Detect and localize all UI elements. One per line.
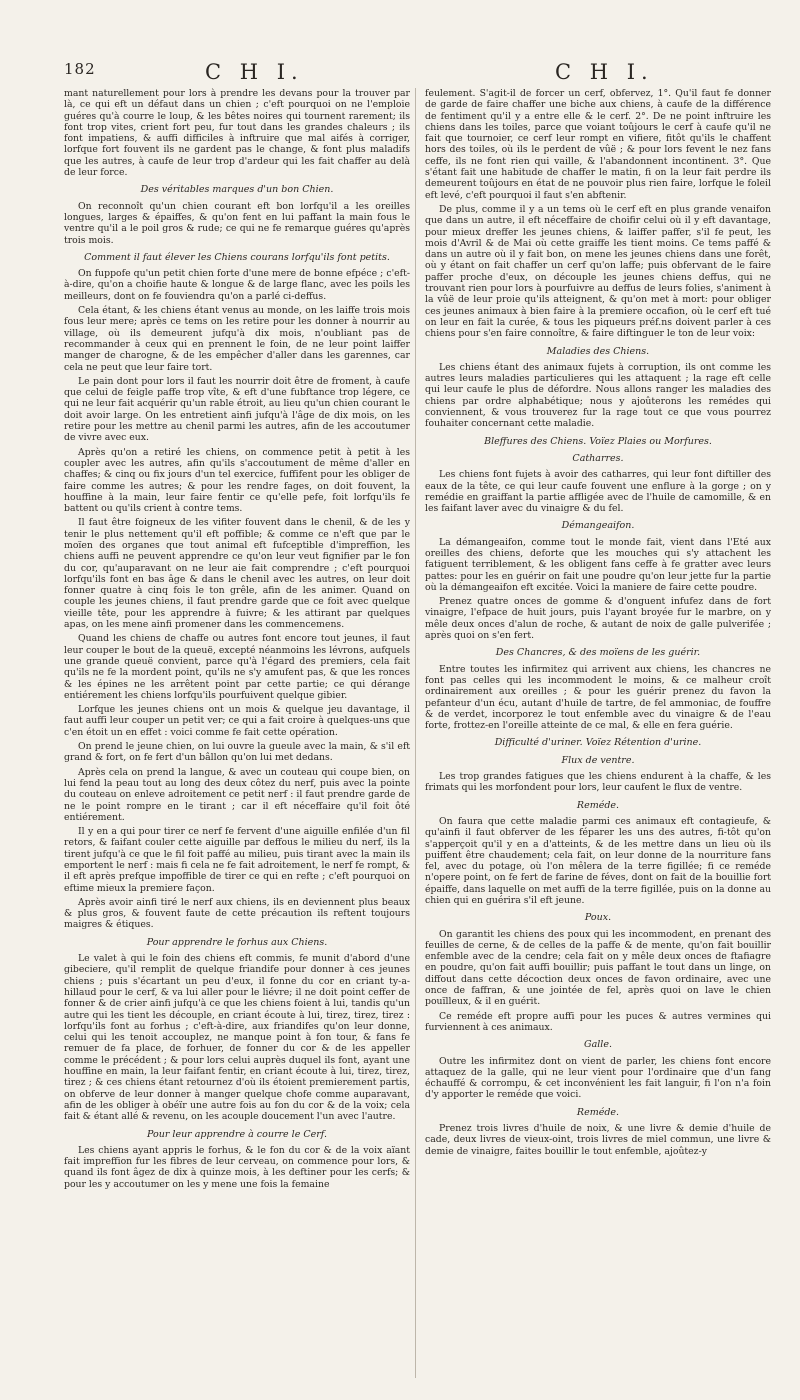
running-head-right: C H I. — [555, 60, 654, 84]
section-heading: Des Chancres, & des moïens de les guérir. — [495, 647, 701, 659]
section-heading: Galle. — [584, 1039, 612, 1051]
paragraph: La démangeaifon, comme tout le monde fait, vient dans l'Eté aux oreilles des chiens, deforte que les mouches qui s'y attachent les fatiguent terriblement, & les obligent fans ceffe à fe gratter avec leurs pattes: pour les en guérir on fait une poudre qu'on leur jette fur la partie où la démangeaifon eft excitée. Voici la maniere de faire cette poudre. — [425, 536, 771, 593]
paragraph: De plus, comme il y a un tems où le cerf eft en plus grande venaifon que dans un autre, il eft néceffaire de choifir celui où il y eft davantage, pour mieux dreffer les jeunes chiens, & laiffer paffer, s'il fe peut, les mois d'Avril & de Mai où cette graiffe les tient moins. Ce tems paffé & dans un autre où il y fait bon, on mene les jeunes chiens dans une forêt, où y étant on fait chaffer un cerf qu'on laffe; puis obfervant de le faire paffer proche d'eux, on découple les jeunes chiens deffus, qui ne trouvant rien pour lors à pourfuivre au deffus de leurs folies, s'animent à la vûë de leur proie qu'ils atteignent, & qu'on met à mort: pour obliger ces jeunes animaux à bien faire à la premiere occafion, où le cerf eft tué on leur en fait la curée, & tous les piqueurs préf.ns doivent parler à ces chiens pour s'en faire connoître, & faire diftinguer le ton de leur voix: — [425, 203, 771, 340]
paragraph: Entre toutes les infirmitez qui arrivent aux chiens, les chancres ne font pas celles qui les incommodent le moins, & ce malheur croît ordinairement aux oreilles ; & pour les guérir prenez du favon la pefanteur d'un écu, autant d'huile de tartre, de fel ammoniac, de fouffre & de verdet, incorporez le tout enfemble avec du vinaigre & de l'eau forte, frottez-en l'oreille atteinte de ce mal, & elle en fera guérie. — [425, 663, 771, 732]
section-heading: Démangeaifon. — [561, 520, 635, 532]
paragraph: Prenez trois livres d'huile de noix, & une livre & demie d'huile de cade, deux livres de vieux-oint, trois livres de miel commun, une livre & demie de vinaigre, faites bouillir le tout enfemble, ajoûtez-y — [425, 1123, 771, 1157]
section-heading: Catharres. — [572, 452, 624, 464]
paragraph: Quand les chiens de chaffe ou autres font encore tout jeunes, il faut leur couper le bout de la queuë, excepté néanmoins les lévrons, aufquels une grande queuë convient, parce qu'à l'égard des premiers, cela fait qu'ils ne fe la mordent point, qu'ils ne s'y amufent pas, & que les ronces & les épines ne les arrêtent point par cette partie; ce qui dérange entiérement les chiens lorfqu'ils pourfuivent quelque gibier. — [64, 633, 410, 701]
section-heading: Des véritables marques d'un bon Chien. — [140, 184, 334, 196]
section-heading: Pour apprendre le forhus aux Chiens. — [146, 936, 328, 948]
section-heading: Reméde. — [576, 1106, 620, 1118]
right-column — [425, 88, 771, 1160]
paragraph: feulement. S'agit-il de forcer un cerf, obfervez, 1°. Qu'il faut fe donner de garde de faire chaffer une biche aux chiens, à caufe de la différence de fentiment qu'il y a entre elle & le cerf. 2°. De ne point inftruire les chiens dans les toiles, parce que voiant toûjours le cerf à caufe qu'il ne fait que tournoier, ce cerf leur rompt en vifiere, fitôt qu'ils le chaffent hors des toiles, où ils le perdent de vûë ; & pour lors fevent le nez fans ceffe, ils ne font rien qui vaille, & l'abandonnent incontinent. 3°. Que s'étant fait une habitude de chaffer le matin, fi on la leur fait perdre ils demeurent toûjours en état de ne pouvoir plus rien faire, lorfque le foleil eft levé, c'eft pourquoi il faut s'en abftenir. — [425, 88, 771, 201]
section-heading: Reméde. — [576, 799, 620, 811]
section-heading: Pour leur apprendre à courre le Cerf. — [147, 1128, 327, 1140]
paragraph: Outre les infirmitez dont on vient de parler, les chiens font encore attaquez de la galle, qui ne leur vient pour l'ordinaire que d'un fang échauffé & corrompu, & cet inconvénient les fait languir, fi l'on n'a foin d'y apporter le reméde que voici. — [425, 1055, 771, 1101]
section-heading: Maladies des Chiens. — [546, 345, 650, 357]
page-number: 182 — [64, 60, 96, 78]
running-head-left: C H I. — [205, 60, 304, 84]
paragraph: Après qu'on a retiré les chiens, on commence petit à petit à les coupler avec les autres, afin qu'ils s'accoutument de même d'aller en chaffes; & cinq ou fix jours d'un tel exercice, fuffifent pour les obliger de faire comme les autres; & pour les rendre fages, on doit fouvent, la houffine à la main, leur faire fentir ce qu'elle pefe, foit lorfqu'ils fe battent ou qu'ils crient à contre tems. — [64, 446, 410, 515]
paragraph: Après avoir ainfi tiré le nerf aux chiens, ils en deviennent plus beaux & plus gros, & fouvent faute de cette précaution ils reftent toujours maigres & étiques. — [64, 896, 410, 931]
column-divider — [415, 88, 416, 1378]
paragraph: Le pain dont pour lors il faut les nourrir doit être de froment, à caufe que celui de feigle paffe trop vîte, & eft d'une fubftance trop légere, ce qui ne leur fait acquérir qu'un rable étroit, au lieu qu'un chien courant le doit avoir large. On les entretient ainfi jufqu'à l'âge de dix mois, on les retire pour les mettre au chenil parmi les autres, afin de les accoutumer de vivre avec eux. — [64, 375, 410, 444]
paragraph: Lorfque les jeunes chiens ont un mois & quelque jeu davantage, il faut auffi leur couper un petit ver; ce qui a fait croire à quelques-uns que c'en étoit un en effet : voici comme fe fait cette opération. — [64, 704, 410, 738]
paragraph: Les chiens étant des animaux fujets à corruption, ils ont comme les autres leurs maladies particulieres qui les attaquent ; la rage eft celle qui leur caufe le plus de défordre. Nous allons ranger les maladies des chiens par ordre alphabétique; nous y ajoûterons les remédes qui conviennent, & vous trouverez fur la rage tout ce que vous pourrez fouhaiter concernant cette maladie. — [425, 361, 771, 430]
paragraph: On fuppofe qu'un petit chien forte d'une mere de bonne efpéce ; c'eft-à-dire, qu'on a choifie haute & longue & de large flanc, avec les poils les meilleurs, dont on fe fouviendra qu'on a parlé ci-deffus. — [64, 268, 410, 302]
paragraph: Ce reméde eft propre auffi pour les puces & autres vermines qui furviennent à ces animaux. — [425, 1010, 771, 1033]
section-heading: Difficulté d'uriner. Voïez Rétention d'urine. — [494, 737, 702, 749]
paragraph: On prend le jeune chien, on lui ouvre la gueule avec la main, & s'il eft grand & fort, on fe fert d'un bâllon qu'on lui met dedans. — [64, 741, 410, 764]
paragraph: On reconnoît qu'un chien courant eft bon lorfqu'il a les oreilles longues, larges & épaiffes, & qu'on fent en lui paffant la main fous le ventre qu'il a le poil gros & rude; ce qui ne fe remarque guéres qu'après trois mois. — [64, 200, 410, 246]
paragraph: mant naturellement pour lors à prendre les devans pour la trouver par là, ce qui eft un défaut dans un chien ; c'eft pourquoi on ne l'emploie guéres qu'à courre le loup, & les bêtes noires qui tournent rarement; ils font trop vites, crient fort peu, fur tout dans les grandes chaleurs ; ils font impatiens, & auffi difficiles à inftruire que mal aifés à corriger, lorfque fort fouvent ils ne gardent pas le change, & font plus maladifs que les autres, à caufe de leur trop d'ardeur qui les fait chaffer au delà de leur force. — [64, 88, 410, 179]
paragraph: Il y en a qui pour tirer ce nerf fe fervent d'une aiguille enfilée d'un fil retors, & faifant couler cette aiguille par deffous le milieu du nerf, ils la tirent jufqu'à ce que le fil foit paffé au milieu, puis tirant avec la main ils emportent le nerf : mais fi cela ne fe fait adroitement, le nerf fe rompt, & il eft après prefque impoffible de tirer ce qui en refte ; c'eft pourquoi on eftime mieux la premiere façon. — [64, 826, 410, 894]
paragraph: Les chiens ayant appris le forhus, & le fon du cor & de la voix aïant fait impreffion fur les fibres de leur cerveau, on commence pour lors, & quand ils font âgez de dix à quinze mois, à les deftiner pour les cerfs; & pour les y accoutumer on les y mene une fois la femaine — [64, 1144, 410, 1190]
section-heading: Poux. — [584, 912, 612, 924]
paragraph: Cela étant, & les chiens étant venus au monde, on les laiffe trois mois fous leur mere; après ce tems on les retire pour les donner à nourrir au village, où ils demeurent jufqu'à dix mois, n'oubliant pas de recommander à ceux qui en prennent le foin, de ne leur point laiffer manger de charogne, & de les empêcher d'aller dans les garennes, car cela ne peut que leur faire tort. — [64, 305, 410, 373]
section-heading: Comment il faut élever les Chiens courans lorfqu'ils font petits. — [84, 251, 390, 263]
paragraph: On faura que cette maladie parmi ces animaux eft contagieufe, & qu'ainfi il faut obferver de les féparer les uns des autres, fi-tôt qu'on s'apperçoit qu'il y en a d'atteints, & de les mettre dans un lieu où ils puiffent être chaudement; cela fait, on leur donne de la nourriture fans fel, avec du potage, où l'on mêlera de la terre figillée; fi ce reméde n'opere point, on fe fert de farine de féves, dont on fait de la bouillie fort épaiffe, dans laquelle on met auffi de la terre figillée, puis on la donne au chien qui en guérira s'il eft jeune. — [425, 815, 771, 906]
paragraph: Il faut être foigneux de les vifiter fouvent dans le chenil, & de les y tenir le plus nettement qu'il eft poffible; & comme ce n'eft que par le moïen des organes que tout animal eft fufceptible d'impreffion, les chiens auffi ne peuvent apprendre ce qu'on leur veut fignifier par le fon du cor, qu'auparavant on ne leur aie fait comprendre ; c'eft pourquoi lorfqu'ils font en bas âge & dans le chenil avec les autres, on leur doit fonner quatre à cinq fois le ton grêle, afin de les animer. Quand on couple les jeunes chiens, il faut prendre garde que ce foit avec quelque vieille tête, pour les apprendre à fuivre; & les attirant par quelques apas, on les mene ainfi promener dans les commencemens. — [64, 517, 410, 631]
paragraph: Prenez quatre onces de gomme & d'onguent infufez dans de fort vinaigre, l'efpace de huit jours, puis l'ayant broyée fur le marbre, on y mêle deux onces d'alun de roche, & autant de noix de galle pulverifée ; après quoi on s'en fert. — [425, 596, 771, 642]
paragraph: Les chiens font fujets à avoir des catharres, qui leur font diftiller des eaux de la tête, ce qui leur caufe fouvent une enflure à la gorge ; on y remédie en graiffant la partie affligée avec de l'huile de camomille, & en les faifant laver avec du vinaigre & du fel. — [425, 469, 771, 515]
paragraph: On garantit les chiens des poux qui les incommodent, en prenant des feuilles de cerne, & de celles de la paffe & de mente, qu'on fait bouillir enfemble avec de la cendre; cela fait on y mêle deux onces de ftafiagre en poudre, qu'on fait auffi bouillir; puis paffant le tout dans un linge, on diffout dans cette décoction deux onces de favon ordinaire, avec une once de faffran, & une jointée de fel, après quoi on lave le chien pouïlleux, & il en guérit. — [425, 928, 771, 1008]
left-column — [64, 88, 410, 1193]
paragraph: Après cela on prend la langue, & avec un couteau qui coupe bien, on lui fend la peau tout au long des deux côtez du nerf, puis avec la pointe du couteau on enleve adroitement ce petit nerf : il faut prendre garde de ne le point rompre en le tirant ; car il eft néceffaire qu'il foit ôté entiérement. — [64, 766, 410, 823]
section-heading: Bleffures des Chiens. Voïez Plaies ou Morfures. — [484, 435, 712, 447]
paragraph: Les trop grandes fatigues que les chiens endurent à la chaffe, & les frimats qui les morfondent pour lors, leur caufent le flux de ventre. — [425, 771, 771, 794]
paragraph: Le valet à qui le foin des chiens eft commis, fe munit d'abord d'une gibeciere, qu'il remplit de quelque friandife pour donner à ces jeunes chiens ; puis s'écartant un peu d'eux, il fonne du cor en criant ty-a-hillaud pour le cerf, & va lui aller pour le liévre; il ne doit point ceffer de fonner & de crier ainfi jufqu'à ce que les chiens foient à lui, tandis qu'un autre qui les tient les découple, en criant écoute à lui, tirez, tirez, tirez : lorfqu'ils font au forhus ; c'eft-à-dire, aux friandifes qu'on leur donne, celui qui les tenoit accouplez, ne manque point à fon tour, & fans fe remuer de fa place, de forhuer, de fonner du cor & de les appeller comme le précédent ; & pour lors celui auprès duquel ils font, ayant une houffine en main, la leur faifant fentir, en criant écoute à lui, tirez, tirez, tirez ; & ces chiens étant retournez d'où ils étoient premierement partis, on obferve de leur donner à manger quelque chofe comme auparavant, afin de les obliger à obéïr une autre fois au fon du cor & de la voix; cela fait & étant allé & revenu, on les acouple doucement l'un avec l'autre. — [64, 953, 410, 1123]
section-heading: Flux de ventre. — [561, 754, 635, 766]
